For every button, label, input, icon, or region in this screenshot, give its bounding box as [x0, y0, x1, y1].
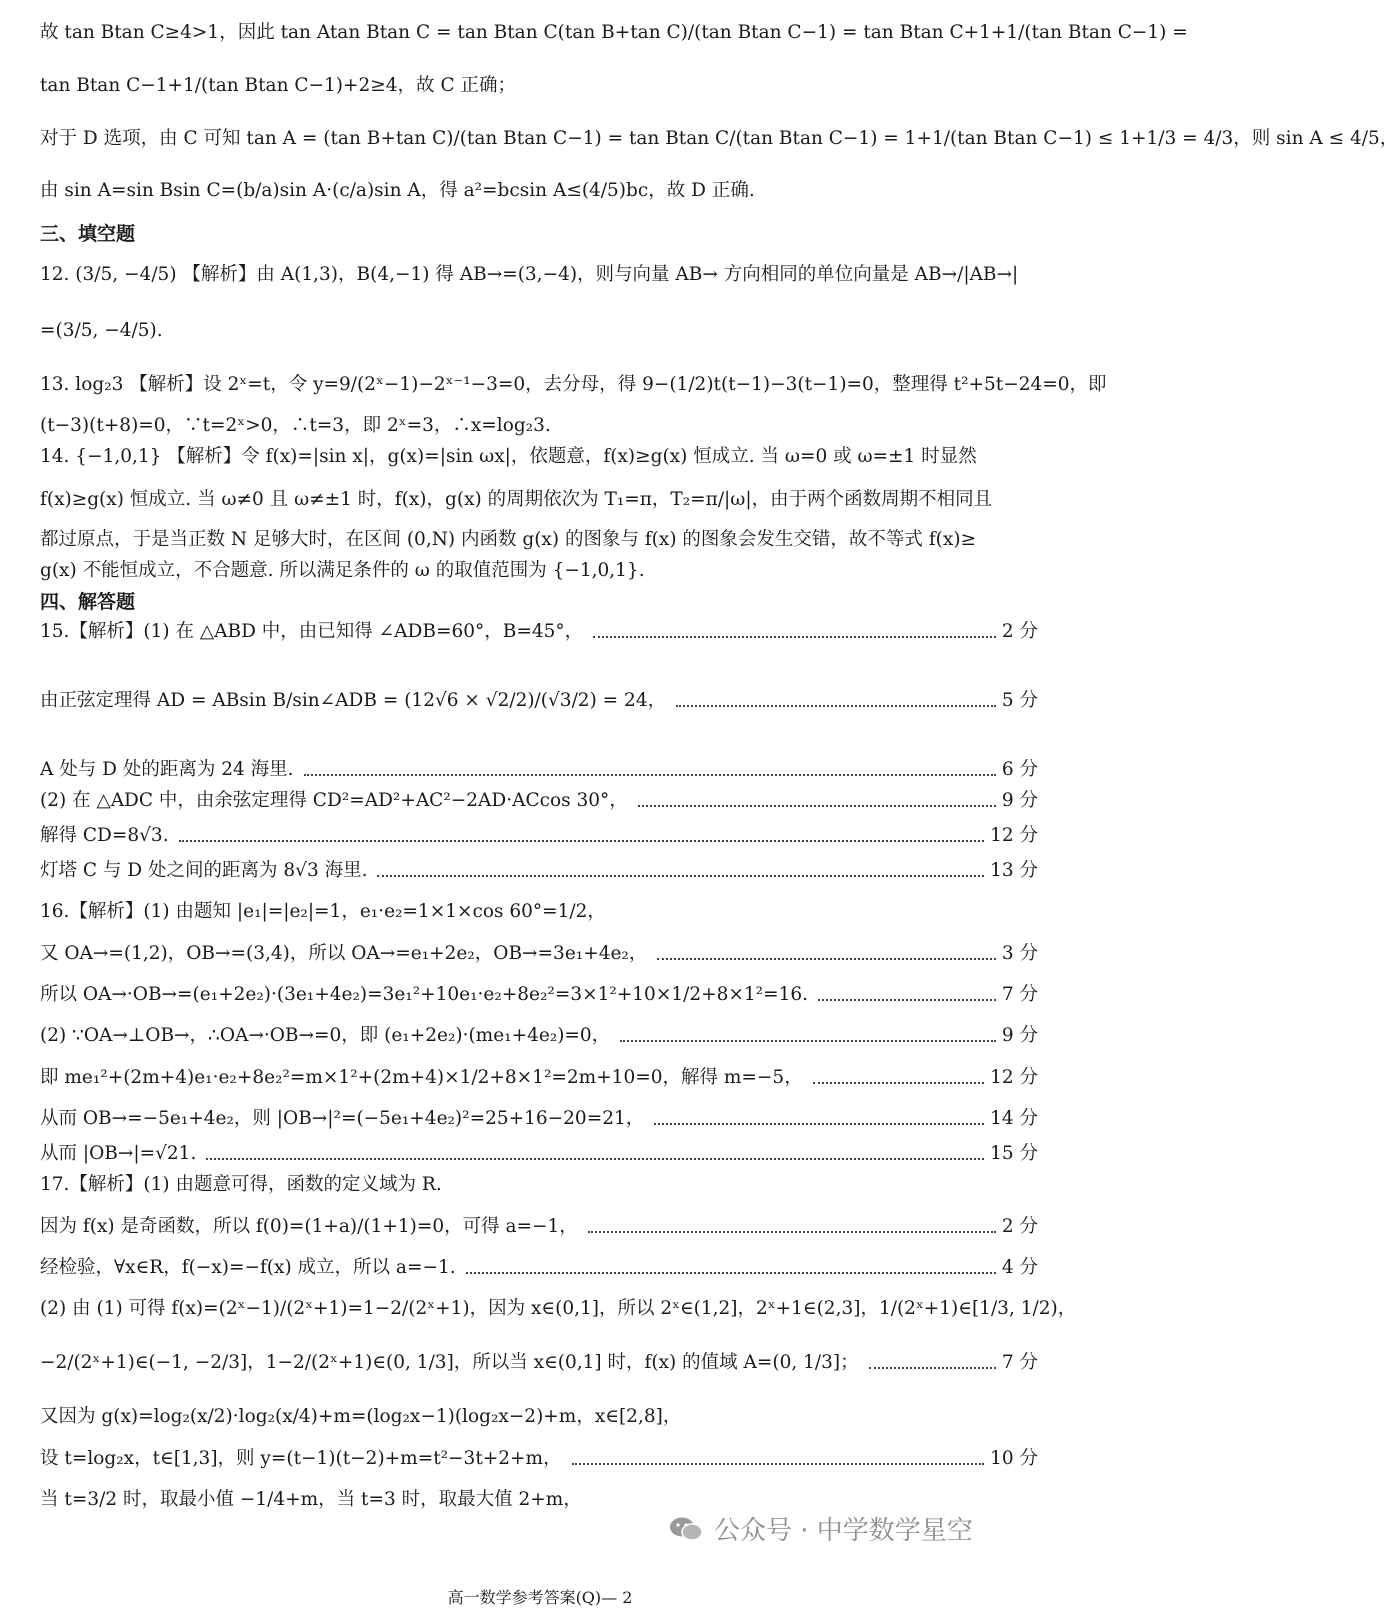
text-line: f(x)≥g(x) 恒成立. 当 ω≠0 且 ω≠±1 时，f(x)，g(x) 的周期依次为 T₁=π，T₂=π/|ω|，由于两个函数周期不相同且	[40, 489, 993, 510]
leader-dots	[813, 1082, 984, 1084]
text-line: 由 sin A=sin Bsin C=(b/a)sin A·(c/a)sin A，得 a²=bcsin A≤(4/5)bc，故 D 正确.	[40, 180, 755, 201]
scored-line: 即 me₁²+(2m+4)e₁·e₂+8e₂²=m×1²+(2m+4)×1/2+8×1²=2m+10=0，解得 m=−5， 12 分	[40, 1065, 1038, 1091]
watermark	[668, 1510, 973, 1547]
score-label: 14 分	[990, 1108, 1038, 1129]
scored-line: 又 OA→=(1,2)，OB→=(3,4)，所以 OA→=e₁+2e₂，OB→=3e₁+4e₂， 3 分	[40, 941, 1038, 967]
text-line: 14. {−1,0,1} 【解析】令 f(x)=|sin x|，g(x)=|sin ωx|，依题意，f(x)≥g(x) 恒成立. 当 ω=0 或 ω=±1 时显然	[40, 446, 977, 467]
leader-dots	[466, 1272, 996, 1274]
score-label: 9 分	[1001, 1025, 1038, 1046]
leader-dots	[572, 1463, 985, 1465]
scored-line: (2) ∵OA→⊥OB→，∴OA→·OB→=0，即 (e₁+2e₂)·(me₁+4e₂)=0， 9 分	[40, 1023, 1038, 1049]
leader-dots	[676, 705, 996, 707]
leader-dots	[593, 636, 996, 638]
score-label: 7 分	[1001, 1352, 1038, 1373]
leader-dots	[206, 1158, 984, 1160]
leader-dots	[377, 875, 984, 877]
watermark-text: 公众号 · 中学数学星空	[714, 1516, 973, 1546]
text-line: 当 t=3/2 时，取最小值 −1/4+m，当 t=3 时，取最大值 2+m，	[40, 1489, 582, 1510]
text-line: 16.【解析】(1) 由题知 |e₁|=|e₂|=1，e₁·e₂=1×1×cos 60°=1/2，	[40, 901, 606, 922]
score-label: 9 分	[1001, 790, 1038, 811]
leader-dots	[588, 1231, 996, 1233]
scored-line: 从而 OB→=−5e₁+4e₂，则 |OB→|²=(−5e₁+4e₂)²=25+16−20=21， 14 分	[40, 1106, 1038, 1132]
score-label: 6 分	[1001, 759, 1038, 780]
score-label: 4 分	[1001, 1257, 1038, 1278]
scored-line: (2) 在 △ADC 中，由余弦定理得 CD²=AD²+AC²−2AD·ACcos 30°， 9 分	[40, 788, 1038, 814]
text-line: g(x) 不能恒成立，不合题意. 所以满足条件的 ω 的取值范围为 {−1,0,1}.	[40, 560, 645, 581]
text-line: tan Btan C−1+1/(tan Btan C−1)+2≥4，故 C 正确；	[40, 75, 516, 96]
text-line: 对于 D 选项，由 C 可知 tan A = (tan B+tan C)/(tan Btan C−1) = tan Btan C/(tan Btan C−1) = 1+1/(tan Btan C−1) ≤ 1+1/3 = 4/3，则 sin A ≤ 4/5，	[40, 128, 1398, 149]
scored-line: 经检验，∀x∈R，f(−x)=−f(x) 成立，所以 a=−1. 4 分	[40, 1255, 1038, 1281]
section-heading: 三、填空题	[40, 223, 136, 245]
scored-line: A 处与 D 处的距离为 24 海里. 6 分	[40, 757, 1038, 783]
score-label: 2 分	[1001, 1216, 1038, 1237]
leader-dots	[869, 1367, 996, 1369]
text-line: 13. log₂3 【解析】设 2ˣ=t，令 y=9/(2ˣ−1)−2ˣ⁻¹−3=0，去分母，得 9−(1/2)t(t−1)−3(t−1)=0，整理得 t²+5t−24=0，即	[40, 374, 1107, 395]
score-label: 5 分	[1001, 690, 1038, 711]
scored-line: 从而 |OB→|=√21. 15 分	[40, 1141, 1038, 1167]
scored-line: −2/(2ˣ+1)∈(−1, −2/3]，1−2/(2ˣ+1)∈(0, 1/3]，所以当 x∈(0,1] 时，f(x) 的值域 A=(0, 1/3]； 7 分	[40, 1350, 1038, 1376]
scored-line: 灯塔 C 与 D 处之间的距离为 8√3 海里. 13 分	[40, 858, 1038, 884]
scored-line: 由正弦定理得 AD = ABsin B/sin∠ADB = (12√6 × √2/2)/(√3/2) = 24， 5 分	[40, 688, 1038, 714]
text-line: =(3/5, −4/5).	[40, 320, 163, 341]
text-line: 17.【解析】(1) 由题意可得，函数的定义域为 R.	[40, 1174, 442, 1195]
page-footer: 高一数学参考答案(Q)— 2	[447, 1588, 633, 1607]
score-label: 12 分	[990, 1067, 1038, 1088]
scored-line: 设 t=log₂x，t∈[1,3]，则 y=(t−1)(t−2)+m=t²−3t+2+m， 10 分	[40, 1446, 1038, 1472]
leader-dots	[179, 840, 984, 842]
leader-dots	[657, 958, 996, 960]
text-line: (2) 由 (1) 可得 f(x)=(2ˣ−1)/(2ˣ+1)=1−2/(2ˣ+1)，因为 x∈(0,1]，所以 2ˣ∈(1,2]，2ˣ+1∈(2,3]，1/(2ˣ+1)∈[1/3, 1/2)，	[40, 1298, 1077, 1319]
score-label: 12 分	[990, 825, 1038, 846]
text-line: 故 tan Btan C≥4>1，因此 tan Atan Btan C = tan Btan C(tan B+tan C)/(tan Btan C−1) = tan Btan C+1+1/(tan Btan C−1) =	[40, 22, 1188, 43]
leader-dots	[638, 805, 996, 807]
leader-dots	[620, 1040, 996, 1042]
leader-dots	[818, 999, 996, 1001]
score-label: 3 分	[1001, 943, 1038, 964]
score-label: 7 分	[1001, 984, 1038, 1005]
text-line: 12. (3/5, −4/5) 【解析】由 A(1,3)，B(4,−1) 得 AB→=(3,−4)，则与向量 AB→ 方向相同的单位向量是 AB→/|AB→|	[40, 264, 1019, 285]
leader-dots	[654, 1123, 984, 1125]
section-heading: 四、解答题	[40, 591, 136, 613]
score-label: 13 分	[990, 860, 1038, 881]
scored-line: 15.【解析】(1) 在 △ABD 中，由已知得 ∠ADB=60°，B=45°， 2 分	[40, 619, 1038, 645]
leader-dots	[304, 774, 996, 776]
scored-line: 所以 OA→·OB→=(e₁+2e₂)·(3e₁+4e₂)=3e₁²+10e₁·e₂+8e₂²=3×1²+10×1/2+8×1²=16. 7 分	[40, 982, 1038, 1008]
text-line: 都过原点，于是当正数 N 足够大时，在区间 (0,N) 内函数 g(x) 的图象与 f(x) 的图象会发生交错，故不等式 f(x)≥	[40, 529, 977, 550]
score-label: 10 分	[990, 1448, 1038, 1469]
wechat-icon	[668, 1515, 704, 1543]
scored-line: 解得 CD=8√3. 12 分	[40, 823, 1038, 849]
score-label: 2 分	[1001, 621, 1038, 642]
scored-line: 因为 f(x) 是奇函数，所以 f(0)=(1+a)/(1+1)=0，可得 a=−1， 2 分	[40, 1214, 1038, 1240]
text-line: (t−3)(t+8)=0，∵t=2ˣ>0，∴t=3，即 2ˣ=3，∴x=log₂3.	[40, 415, 551, 436]
score-label: 15 分	[990, 1143, 1038, 1164]
text-line: 又因为 g(x)=log₂(x/2)·log₂(x/4)+m=(log₂x−1)(log₂x−2)+m，x∈[2,8]，	[40, 1406, 682, 1427]
